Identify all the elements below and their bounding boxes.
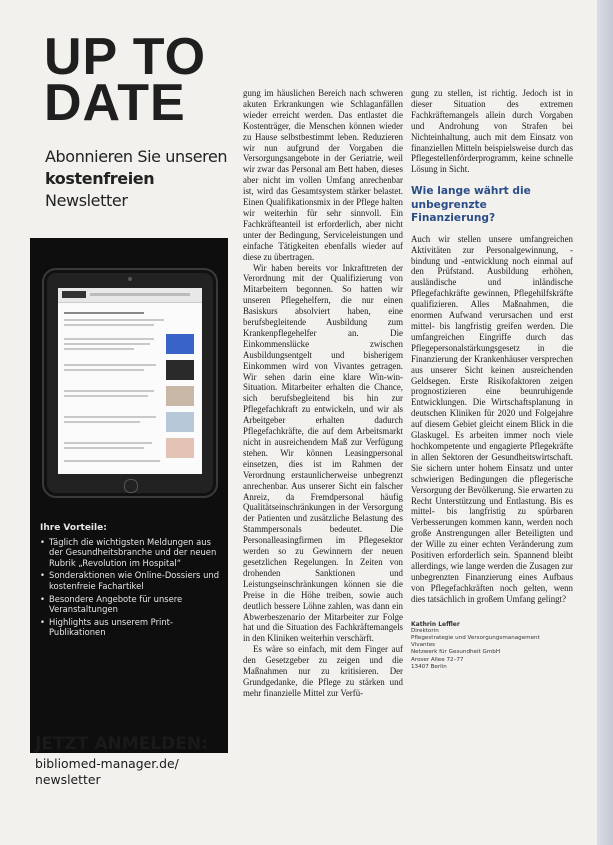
cta-url-line1: bibliomed-manager.de/ [35,756,179,771]
article-paragraph: Auch wir stellen unsere umfangreichen Aktivitäten zur Personalgewinnung, -bindung und -entwicklung noch einmal auf den Prüfstand. Ausbildung erhöhen, ausländische und inländische Pflegefachkräfte gewinnen, Pflegehilfskräfte qualifizieren. Alles Maßnahmen, die enormen Aufwand verursachen und erst mittel- bis langfristig greifen werden. Die umfangreichen Eingriffe durch das Pflegepersonalstärkungsgesetz in die Finanzierung der Krankenhäuser versprechen aus unserer Sicht keinen ausreichenden Geldsegen. Erste Risikofaktoren zeigen prognostizieren eine beunruhigende Entwicklungen. Die Wirtschaftsplanung in deutschen Kliniken für 2020 und Folgejahre auf diesem Gebiet gleicht einem Blick in die Glaskugel. Es arbeiten immer noch viele hochkompetente und engagierte Pflegekräfte in allen Sektoren der Gesundheitswirtschaft. Sie sichern unter hohem Einsatz und unter schwierigen Bedingungen die pflegerische Versorgung der Bevölkerung. Sie erwarten zu Recht Unterstützung und Entlastung. Bis es mittel- bis langfristig zu spürbaren Verbesserungen kommen kann, werden noch große Anstrengungen aller Beteiligten und der Wille zu einer echten Veränderung zum Positiven erforderlich sein. Spannend bleibt allerdings, wie lange werden die Zusagen zur unbegrenzten Finanzierung eines Aufbaus von Pflegefachkräften noch gelten, wenn dies tatsächlich in großem Umfang gelingt? [411,233,574,604]
author-line: Pflegestrategie und Versorgungsmanagement [411,634,540,641]
screen-text-line [64,319,164,321]
screen-text-line [64,338,154,340]
benefits-heading: Ihre Vorteile: [40,523,107,533]
screen-text-line [64,364,156,366]
tablet-camera-icon [128,277,132,281]
article-paragraph: gung zu stellen, ist richtig. Jedoch ist in dieser Situation des extremen Fachkräftemangels allein durch Vorgaben und Androhung von Strafen bei Nichteinhaltung, auch mit dem Einsatz von finanziellen Mitteln beispielsweise durch das Pflegestellenförderprogramm, keine schnelle Lösung in Sicht. [411,88,573,175]
screen-text-line [64,447,144,449]
screen-nav [90,293,190,296]
page-edge [597,0,613,845]
screen-thumbnail [166,438,194,458]
author-line: 13407 Berlin [411,663,447,670]
ad-title-line2: DATE [44,74,186,132]
tablet-home-button-icon [124,479,138,493]
screen-thumbnail [166,334,194,354]
cta-url[interactable] [35,756,227,788]
benefit-item: • Highlights aus unserem Print-Publikationen [40,617,220,638]
tablet-screen [58,288,202,474]
benefit-item: • Besondere Angebote für unsere Veranstaltungen [40,594,220,615]
tablet-icon [42,268,218,498]
ad-subtitle-bold: kostenfreien [45,169,155,188]
section-heading: Wie lange währt die unbegrenzte Finanzierung? [411,185,531,225]
benefits-list [40,523,220,640]
ad-subtitle-line2 [45,168,228,212]
screen-thumbnail [166,360,194,380]
ad-title-line1: UP TO [44,28,207,86]
ad-subtitle-rest: Newsletter [45,191,128,210]
ad-title [44,28,228,132]
signup-cta [35,734,227,788]
article-paragraph: Wir haben bereits vor Inkrafttreten der Verordnung mit der Qualifizierung von Mitarbeitern begonnen. So hatten wir unseren Pflegehelfern, die nur einen Basiskurs absolviert haben, eine berufsbegleitende Ausbildung zum Krankenpflegehelfer an. Die Einkommenslücke zwischen Ausbildungsentgelt und bisherigem Einkommen wird von Vivantes getragen. Wir sehen darin eine klare Win-win-Situation. Mitarbeiter erhalten die Chance, sich berufsbegleitend bis hin zur Pflegefachkraft zu entwickeln, und wir als Arbeitgeber erhalten dadurch Pflegefachkräfte, die auf dem Arbeitsmarkt nicht in ausreichendem Maß zur Verfügung stehen. Wir können Leasingpersonal einsetzen, dies ist im Rahmen der Verordnung erstaunlicherweise unbegrenzt anrechenbar. Aus unserer Sicht ein falscher Anreiz, da Fremdpersonal häufig Qualitätseinschränkungen in der Versorgung der Patienten und zusätzliche Belastung des Stammpersonals bedeutet. Die Personalleasingfirmen im Pflegesektor werden so zu Gewinnern der neuen gesetzlichen Regelungen. In Zeiten von drohenden Sanktionen und Leistungseinschränkungen können sie die Preise in die Höhe treiben, sowie auch deutlich bessere Löhne zahlen, was dann ein Abwerbeszenario der Mitarbeiter zur Folge hat und die Situation des Fachkräftemangels in den Kliniken weiterhin verschärft. [243,262,403,644]
article-paragraph: gung im häuslichen Bereich nach schweren akuten Erkrankungen wie Schlaganfällen wieder erreicht werden. Das entlastet die Kostenträger, die Menschen können wieder zu Hause selbstbestimmt leben. Reduzieren wir nun aufgrund der Vorgaben die Versorgungsangebote in der Geriatrie, weil wir zwar das Personal am Bett haben, dieses aber nicht im vollen Umfang anrechenbar ist, wird das Gesamtsystem stärker belastet. Einen Qualifikationsmix in der Pflege halten wir weiterhin für sehr sinnvoll. Ein Fachkräfteanteil ist erforderlich, aber nicht unter der Bedingung, Serviceleistungen und einfache Tätigkeiten ebenfalls wieder auf diese zu übertragen. [243,88,403,262]
benefit-item: • Sonderaktionen wie Online-Dossiers und kostenfreie Fachartikel [40,570,220,591]
newsletter-ad [30,26,228,828]
benefit-item: • Täglich die wichtigsten Meldungen aus der Gesundheitsbranche und der neuen Rubrik „Revolution im Hospital“ [40,537,220,569]
author-line: Direktorin [411,627,439,634]
screen-text-line [64,312,144,314]
screen-thumbnail [166,412,194,432]
screen-text-line [64,421,140,423]
screen-header [58,288,202,303]
author-block [411,621,573,671]
ad-black-panel [30,238,228,753]
cta-title: JETZT ANMELDEN: [35,734,208,754]
ad-subtitle [45,146,228,212]
screen-text-line [64,343,150,345]
screen-text-line [64,390,154,392]
article-column-2 [411,88,573,671]
author-line: Netzwerk für Gesundheit GmbH [411,649,501,656]
screen-text-line [64,395,148,397]
article-column-1 [243,88,403,699]
ad-subtitle-line1: Abonnieren Sie unseren [45,147,228,166]
screen-text-line [64,348,134,350]
screen-text-line [64,460,160,462]
author-line: Vivantes [411,642,436,649]
screen-text-line [64,324,154,326]
author-name: Kathrin Leffler [411,620,460,628]
author-line: Aroser Allee 72–77 [411,656,464,663]
article-paragraph: Es wäre so einfach, mit dem Finger auf den Gesetzgeber zu zeigen und die Maßnahmen nur zu kritisieren. Der Grundgedanke, die Pflege zu stärken und mehr finanzielle Mittel zur Verfü- [243,644,403,698]
screen-thumbnail [166,386,194,406]
screen-text-line [64,416,156,418]
screen-text-line [64,369,144,371]
screen-logo [62,291,86,298]
cta-url-line2: newsletter [35,772,101,787]
screen-text-line [64,442,152,444]
